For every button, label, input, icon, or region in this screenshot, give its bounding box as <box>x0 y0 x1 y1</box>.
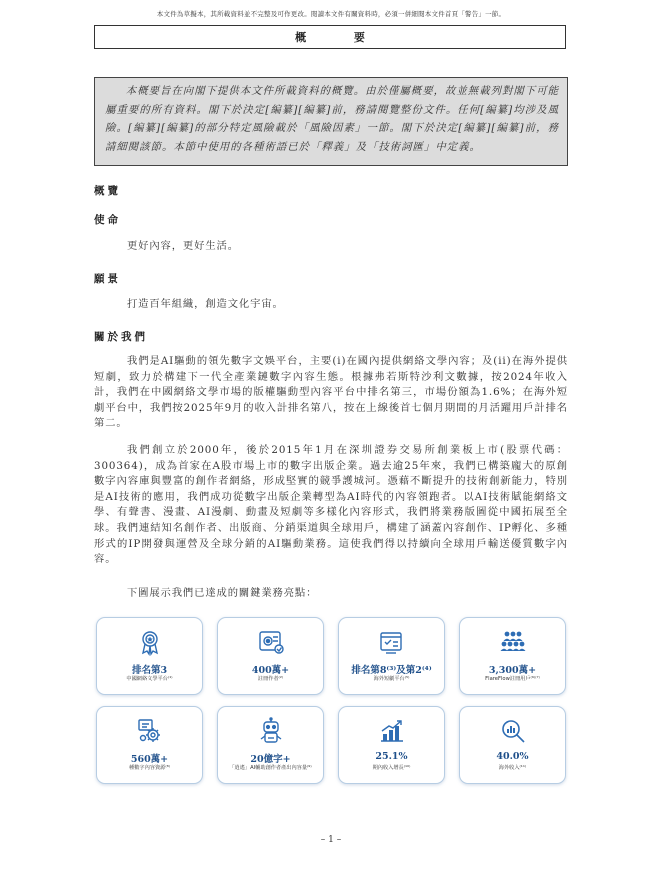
highlight-card <box>338 706 445 784</box>
highlight-value: 40.0% <box>496 751 529 762</box>
highlight-card <box>217 706 324 784</box>
highlight-caption: FlareFlow註冊用戶⁽⁶⁾⁽⁷⁾ <box>485 676 540 682</box>
growth-chart-icon <box>378 717 406 745</box>
highlight-value: 排名第8⁽³⁾及第2⁽⁴⁾ <box>351 665 432 676</box>
highlight-value: 20億字+ <box>250 754 291 765</box>
about-us-heading: 關於我們 <box>94 331 148 343</box>
highlight-value: 排名第3 <box>131 665 168 676</box>
checklist-icon <box>378 628 406 656</box>
users-group-icon <box>499 628 527 656</box>
highlight-card <box>96 706 203 784</box>
business-highlights-grid <box>96 617 566 787</box>
highlight-card <box>217 617 324 695</box>
magnifier-chart-icon <box>499 717 527 745</box>
robot-icon <box>257 717 285 745</box>
highlight-caption: 期內收入增長⁽¹⁰⁾ <box>372 765 411 771</box>
page-title: 概 要 <box>295 31 387 44</box>
highlight-caption: 海外收入⁽¹¹⁾ <box>498 765 527 771</box>
creator-card-icon <box>257 628 285 656</box>
overview-heading: 概覽 <box>94 185 121 197</box>
highlight-card <box>459 706 566 784</box>
award-icon <box>136 628 164 656</box>
gears-icon <box>136 717 164 745</box>
about-us-paragraph-1: 我們是AI驅動的領先數字文娛平台，主要(i)在國內提供網絡文學內容；及(ii)在海外提供短劇，致力於構建下一代全產業鏈數字內容生態。根據弗若斯特沙利文數據，按2024年收入計，我們在中國網絡文學市場的版權驅動型內容平台中排名第三，市場份額為1.6%；在海外短劇平台中，我們按2025年9月的收入計排名第八，按在上線後首七個月期間的月活躍用戶計排名第二。 <box>94 355 568 430</box>
highlight-card <box>459 617 566 695</box>
highlight-caption: 種數字內容資源⁽⁸⁾ <box>129 765 170 771</box>
highlights-intro: 下圖展示我們已達成的關鍵業務亮點： <box>126 587 318 599</box>
draft-warning-header: 本文件為草擬本，其所載資料並不完整及可作更改。閱讀本文件有關資料時，必須一併細閱本文件首頁「警告」一節。 <box>156 10 506 18</box>
highlight-card <box>338 617 445 695</box>
highlight-caption: 中國網絡文學平台⁽¹⁾ <box>126 676 173 682</box>
highlight-caption: 海外短劇平台⁽⁵⁾ <box>373 676 410 682</box>
mission-text: 更好內容，更好生活。 <box>126 240 239 252</box>
mission-heading: 使命 <box>94 214 121 226</box>
summary-notice-text: 本概要旨在向閣下提供本文件所載資料的概覽。由於僅屬概要，故並無載列對閣下可能屬重要的所有資料。閣下於決定[編纂][編纂]前，務請閱覽整份文件。任何[編纂]均涉及風險。[編纂][編纂]的部分特定風險載於「風險因素」一節。閣下於決定[編纂][編纂]前，務請細閱該節。本節中使用的各種術語已於「釋義」及「技術詞匯」中定義。 <box>105 85 559 153</box>
highlight-value: 560萬+ <box>130 754 169 765</box>
highlight-value: 3,300萬+ <box>488 665 537 676</box>
about-us-paragraph-2: 我們創立於2000年，後於2015年1月在深圳證券交易所創業板上市(股票代碼：300364)，成為首家在A股市場上市的數字出版企業。過去逾25年來，我們已構築龐大的原創數字內容庫與豐富的創作者網絡，形成堅實的競爭護城河。憑藉不斷提升的技術創新能力，特別是AI技術的應用，我們成功從數字出版企業轉型為AI時代的內容領跑者。以AI技術賦能網絡文學、有聲書、漫畫、AI漫劇、動畫及短劇等多樣化內容形式，我們將業務版圖從中國拓展至全球。我們連結知名創作者、出版商、分銷渠道與全球用戶，構建了涵蓋內容創作、IP孵化、多種形式的IP開發與運營及全球分銷的AI驅動業務。這使我們得以持續向全球用戶輸送優質數字內容。 <box>94 444 568 566</box>
vision-text: 打造百年組織，創造文化宇宙。 <box>126 298 284 310</box>
page-number: – 1 – <box>320 835 342 845</box>
summary-notice-box <box>94 77 568 166</box>
highlight-card <box>96 617 203 695</box>
section-title-box <box>94 25 566 49</box>
highlight-value: 400萬+ <box>251 665 290 676</box>
highlight-caption: 「逍遙」AI輔助創作者產出內容量⁽⁹⁾ <box>229 765 312 771</box>
vision-heading: 願景 <box>94 273 121 285</box>
highlight-caption: 註冊作者⁽²⁾ <box>257 676 284 682</box>
highlight-value: 25.1% <box>375 751 408 762</box>
